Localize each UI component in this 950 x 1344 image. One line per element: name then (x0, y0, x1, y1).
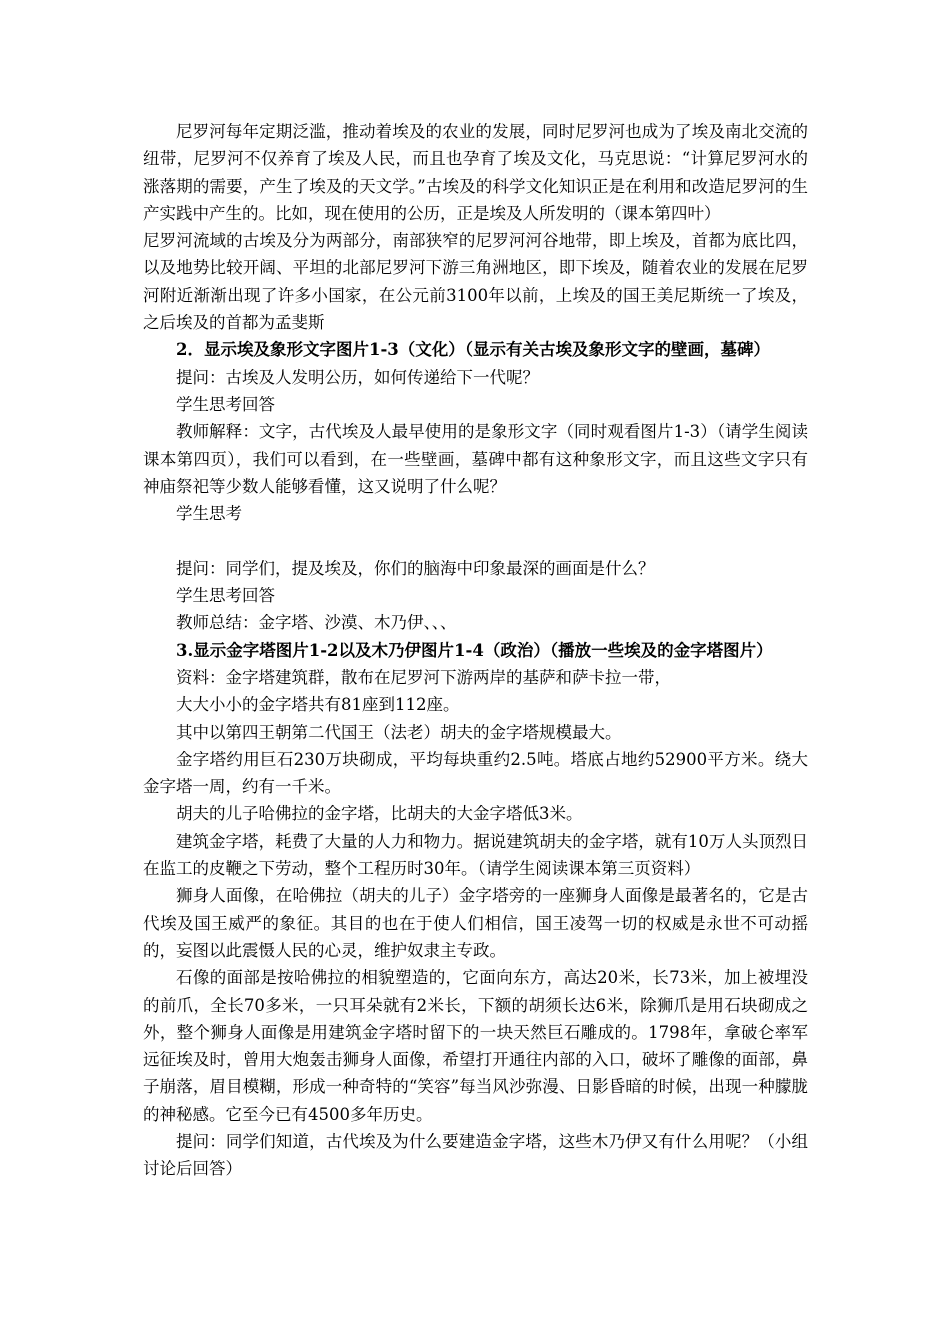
section-heading-hieroglyphs: 2．显示埃及象形文字图片1-3（文化）（显示有关古埃及象形文字的壁画，墓碑） (176, 340, 771, 360)
paragraph-nile-flooding: 尼罗河每年定期泛滥，推动着埃及的农业的发展，同时尼罗河也成为了埃及南北交流的纽带，尼罗河不仅养育了埃及人民，而且也孕育了埃及文化，马克思说：“计算尼罗河水的涨落期的需要，产生了埃及的天文学。”古埃及的科学文化知识正是在利用和改造尼罗河的生产实践中产生的。比如，现在使用的公历，正是埃及人所发明的（课本第四叶） (143, 122, 808, 223)
material-khafre-pyramid: 胡夫的儿子哈佛拉的金字塔，比胡夫的大金字塔低3米。 (176, 804, 583, 824)
document-page (143, 118, 808, 1183)
teacher-summary: 教师总结：金字塔、沙漠、木乃伊、、、 (176, 613, 457, 633)
blank-line (143, 527, 808, 554)
material-khufu: 其中以第四王朝第二代国王（法老）胡夫的金字塔规模最大。 (176, 722, 622, 742)
section-heading-pyramids: 3.显示金字塔图片1-2以及木乃伊图片1-4（政治）（播放一些埃及的金字塔图片） (176, 640, 773, 660)
question-why-pyramids: 提问：同学们知道，古代埃及为什么要建造金字塔，这些木乃伊又有什么用呢？（小组讨论后回答） (143, 1131, 808, 1179)
question-impression: 提问：同学们，提及埃及，你们的脑海中印象最深的画面是什么？ (176, 558, 655, 578)
student-thinking: 学生思考 (176, 504, 242, 524)
material-sphinx-face: 石像的面部是按哈佛拉的相貌塑造的，它面向东方，高达20米，长73米，加上被埋没的前爪，全长70多米，一只耳朵就有2米长，下额的胡须长达6米，除狮爪是用石块砌成之外，整个狮身人面像是用建筑金字塔时留下的一块天然巨石雕成的。1798年，拿破仑率军远征埃及时，曾用大炮轰击狮身人面像，希望打开通往内部的入口，破坏了雕像的面部，鼻子崩落，眉目模糊，形成一种奇特的“笑容”每当风沙弥漫、日影昏暗的时候，出现一种朦胧的神秘感。它至今已有4500多年历史。 (143, 968, 808, 1124)
material-pyramid-count: 大大小小的金字塔共有81座到112座。 (176, 695, 460, 715)
material-pyramid-stones: 金字塔约用巨石230万块砌成，平均每块重约2.5吨。塔底占地约52900平方米。绕大金字塔一周，约有一千米。 (143, 749, 808, 797)
student-answer-2: 学生思考回答 (176, 586, 275, 606)
material-pyramid-labor: 建筑金字塔，耗费了大量的人力和物力。据说建筑胡夫的金字塔，就有10万人头顶烈日在监工的皮鞭之下劳动，整个工程历时30年。（请学生阅读课本第三页资料） (143, 831, 808, 879)
material-sphinx: 狮身人面像，在哈佛拉（胡夫的儿子）金字塔旁的一座狮身人面像是最著名的，它是古代埃及国王威严的象征。其目的也在于使人们相信，国王凌驾一切的权威是永世不可动摇的，妄图以此震慑人民的心灵，维护奴隶主专政。 (143, 886, 808, 960)
material-pyramid-complex: 资料：金字塔建筑群，散布在尼罗河下游两岸的基萨和萨卡拉一带， (176, 667, 671, 687)
question-calendar: 提问：古埃及人发明公历，如何传递给下一代呢？ (176, 367, 539, 387)
student-answer-1: 学生思考回答 (176, 394, 275, 414)
paragraph-upper-lower-egypt: 尼罗河流域的古埃及分为两部分，南部狭窄的尼罗河河谷地带，即上埃及，首都为底比四，以及地势比较开阔、平坦的北部尼罗河下游三角洲地区，即下埃及，随着农业的发展在尼罗河附近渐渐出现了许多小国家，在公元前3100年以前，上埃及的国王美尼斯统一了埃及，之后埃及的首都为孟斐斯 (143, 231, 808, 333)
teacher-explanation-writing: 教师解释：文字，古代埃及人最早使用的是象形文字（同时观看图片1-3）（请学生阅读课本第四页），我们可以看到，在一些壁画，墓碑中都有这种象形文字，而且这些文字只有神庙祭祀等少数人能够看懂，这又说明了什么呢？ (143, 422, 808, 496)
